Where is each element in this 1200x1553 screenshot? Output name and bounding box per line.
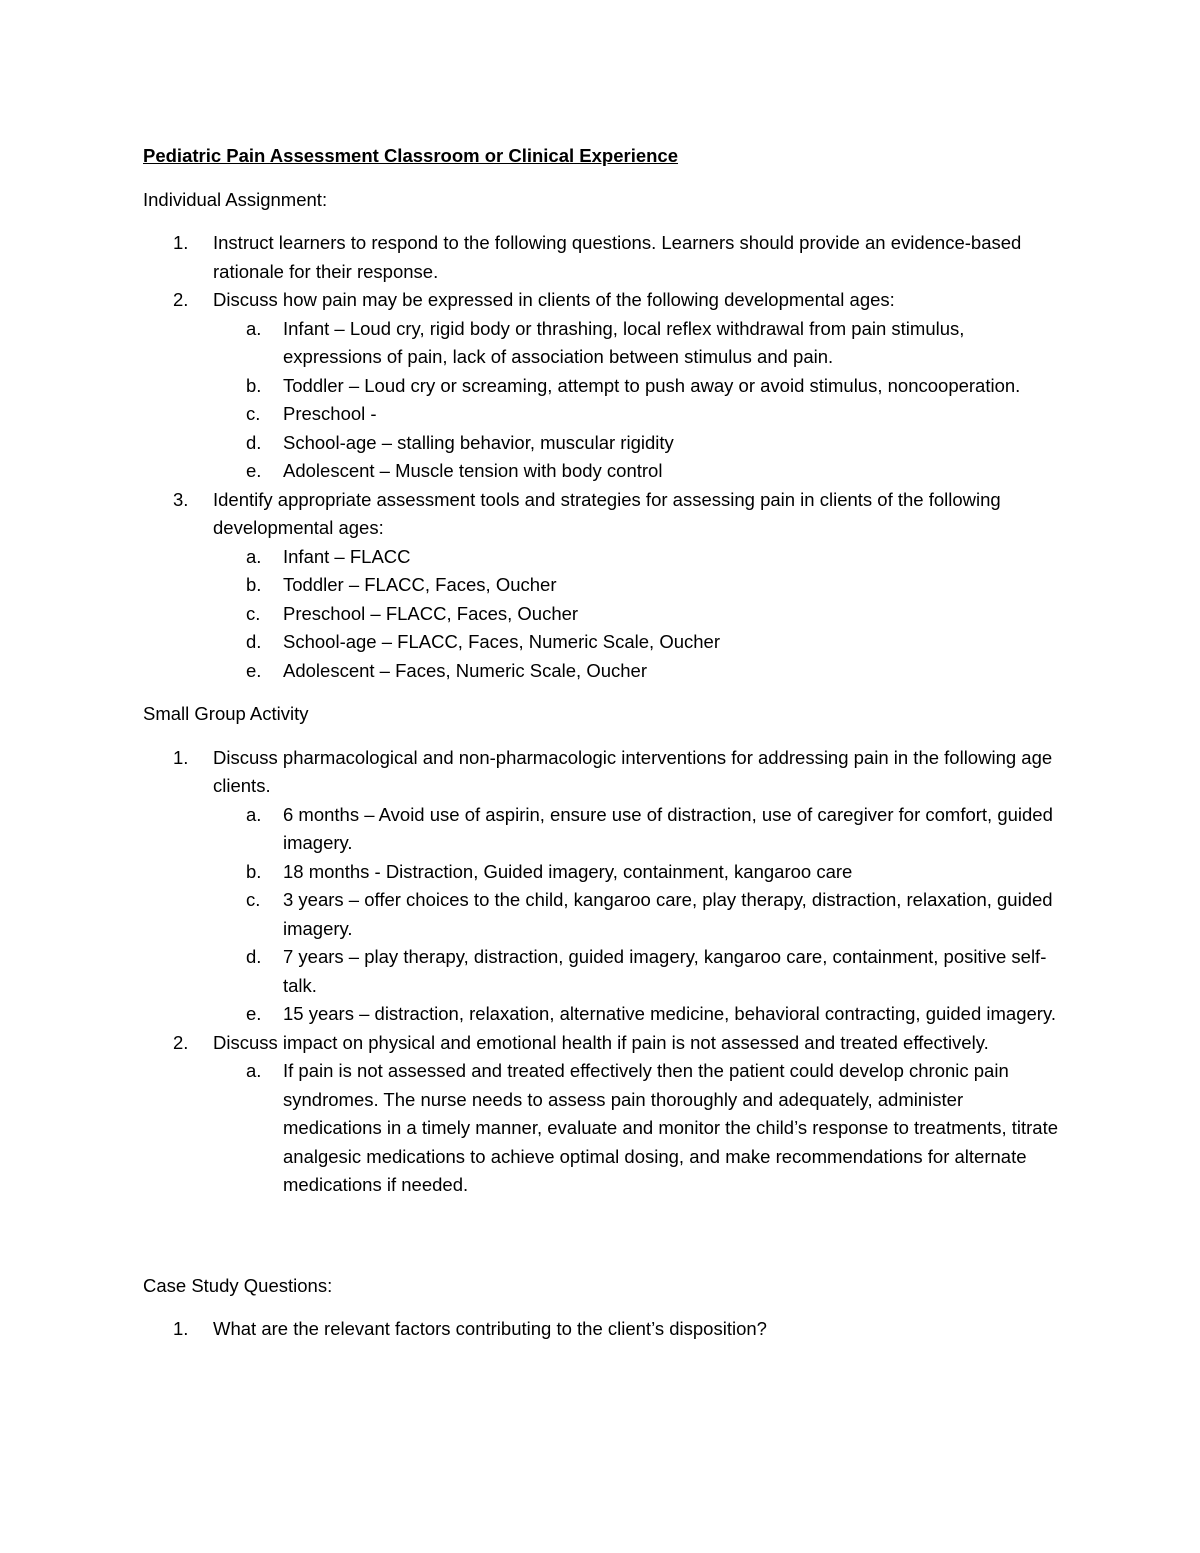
- sub-list-item-text: Preschool – FLACC, Faces, Oucher: [283, 602, 579, 624]
- list-item: [143, 486, 1063, 686]
- sub-list-item-text: Infant – Loud cry, rigid body or thrashing, local reflex withdrawal from pain stimulus, expressions of pain, lack of association between stimulus and pain.: [283, 317, 965, 367]
- list-item-text: Discuss pharmacological and non-pharmacologic interventions for addressing pain in the following age clients.: [213, 746, 1053, 796]
- list-item: [143, 286, 1063, 486]
- sub-list-item: [213, 657, 1063, 686]
- sub-list-item-text: School-age – FLACC, Faces, Numeric Scale, Oucher: [283, 631, 720, 652]
- sub-list-item-text: Preschool -: [283, 403, 377, 424]
- sub-list-item: [213, 943, 1063, 1000]
- list-marker: c.: [246, 403, 261, 424]
- sub-list-item-text: If pain is not assessed and treated effectively then the patient could develop chronic pain syndromes. The nurse needs to assess pain thoroughly and adequately, administer medications in a timely manner, evaluate and monitor the child’s response to treatments, titrate analgesic medications to achieve optimal dosing, and make recommendations for alternate medications if needed.: [283, 1060, 1059, 1195]
- list-marker: d.: [246, 431, 262, 453]
- sub-list-item-text: 18 months - Distraction, Guided imagery, containment, kangaroo care: [283, 860, 853, 882]
- list-marker: b.: [246, 860, 262, 882]
- list-marker: 2.: [173, 289, 189, 310]
- list-item-text: Discuss how pain may be expressed in clients of the following developmental ages:: [213, 289, 895, 310]
- sub-list-item-text: 15 years – distraction, relaxation, alternative medicine, behavioral contracting, guided imagery.: [283, 1003, 1056, 1024]
- sub-list-item: [213, 372, 1063, 401]
- sub-list: [213, 543, 1063, 686]
- sub-list: [213, 801, 1063, 1029]
- document-page: [143, 142, 1063, 1359]
- list-marker: 1.: [173, 232, 189, 253]
- sub-list-item-text: Adolescent – Faces, Numeric Scale, Oucher: [283, 659, 647, 681]
- small-group-activity-list: [143, 744, 1063, 1200]
- sub-list-item-text: Infant – FLACC: [283, 545, 411, 567]
- sub-list-item: [213, 543, 1063, 572]
- sub-list-item: [213, 628, 1063, 657]
- document-title: Pediatric Pain Assessment Classroom or Clinical Experience: [143, 145, 679, 166]
- blank-space: [143, 1215, 1063, 1272]
- list-marker: c.: [246, 602, 261, 624]
- list-marker: b.: [246, 374, 262, 396]
- sub-list: [213, 1057, 1063, 1200]
- list-marker: a.: [246, 1060, 262, 1081]
- list-marker: d.: [246, 631, 262, 652]
- sub-list-item-text: School-age – stalling behavior, muscular rigidity: [283, 431, 674, 453]
- list-item-text: Instruct learners to respond to the following questions. Learners should provide an evidence-based rationale for their response.: [213, 232, 1022, 282]
- list-item-text: Identify appropriate assessment tools and strategies for assessing pain in clients of the following developmental ages:: [213, 488, 1001, 538]
- list-item: [143, 744, 1063, 1029]
- sub-list-item: [213, 429, 1063, 458]
- list-marker: e.: [246, 659, 262, 681]
- sub-list-item-text: Toddler – Loud cry or screaming, attempt to push away or avoid stimulus, noncooperation.: [283, 374, 1021, 396]
- sub-list-item-text: 6 months – Avoid use of aspirin, ensure use of distraction, use of caregiver for comfort, guided imagery.: [283, 803, 1053, 853]
- sub-list-item: [213, 858, 1063, 887]
- sub-list-item: [213, 1000, 1063, 1029]
- case-study-questions-list: [143, 1315, 1063, 1344]
- list-marker: 3.: [173, 488, 189, 510]
- list-marker: e.: [246, 460, 262, 481]
- sub-list-item: [213, 1057, 1063, 1200]
- sub-list-item: [213, 315, 1063, 372]
- sub-list-item-text: 7 years – play therapy, distraction, guided imagery, kangaroo care, containment, positive self-talk.: [283, 946, 1047, 996]
- list-marker: a.: [246, 545, 262, 567]
- small-group-activity-heading: Small Group Activity: [143, 703, 309, 724]
- list-item: [143, 1029, 1063, 1200]
- sub-list-item: [213, 801, 1063, 858]
- list-marker: 1.: [173, 1318, 189, 1339]
- list-marker: c.: [246, 889, 261, 910]
- sub-list-item: [213, 886, 1063, 943]
- sub-list: [213, 315, 1063, 486]
- sub-list-item-text: Adolescent – Muscle tension with body control: [283, 460, 663, 481]
- case-study-questions-heading: Case Study Questions:: [143, 1274, 333, 1296]
- sub-list-item-text: 3 years – offer choices to the child, kangaroo care, play therapy, distraction, relaxation, guided imagery.: [283, 889, 1053, 939]
- sub-list-item: [213, 571, 1063, 600]
- list-marker: b.: [246, 574, 262, 595]
- sub-list-item: [213, 400, 1063, 429]
- list-marker: 2.: [173, 1031, 189, 1053]
- list-item: [143, 1315, 1063, 1344]
- list-item: [143, 229, 1063, 286]
- list-marker: e.: [246, 1003, 262, 1024]
- sub-list-item: [213, 457, 1063, 486]
- sub-list-item: [213, 600, 1063, 629]
- list-item-text: What are the relevant factors contributing to the client’s disposition?: [213, 1318, 767, 1339]
- list-marker: d.: [246, 946, 262, 967]
- individual-assignment-list: [143, 229, 1063, 685]
- list-marker: a.: [246, 317, 262, 339]
- list-marker: a.: [246, 803, 262, 825]
- individual-assignment-heading: Individual Assignment:: [143, 188, 328, 210]
- list-marker: 1.: [173, 746, 189, 768]
- list-item-text: Discuss impact on physical and emotional health if pain is not assessed and treated effectively.: [213, 1031, 989, 1053]
- sub-list-item-text: Toddler – FLACC, Faces, Oucher: [283, 574, 557, 595]
